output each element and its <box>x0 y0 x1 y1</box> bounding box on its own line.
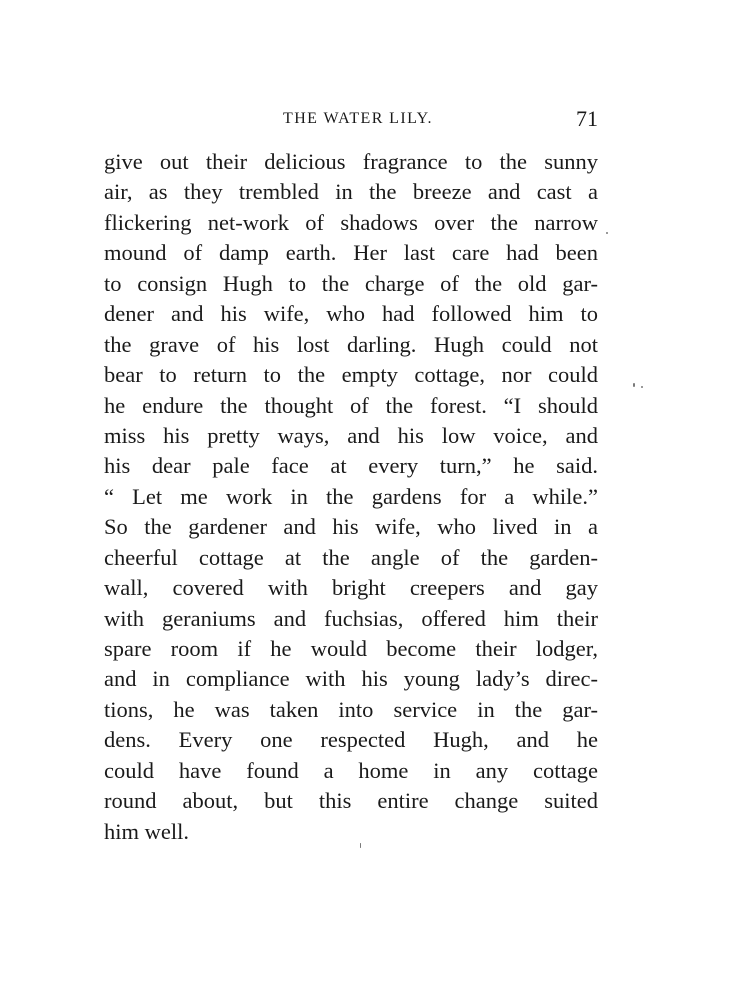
text-line: cheerful cottage at the angle of the garden- <box>104 544 598 570</box>
running-head <box>104 108 598 138</box>
page-speck <box>606 232 608 234</box>
text-line: with geraniums and fuchsias, offered him their <box>104 605 598 631</box>
text-line: flickering net-work of shadows over the narrow <box>104 209 598 235</box>
text-line: the grave of his lost darling. Hugh could not <box>104 331 598 357</box>
page-speck <box>633 383 635 387</box>
text-line: air, as they trembled in the breeze and cast a <box>104 179 598 205</box>
body-text <box>104 147 598 847</box>
text-line: tions, he was taken into service in the gar- <box>104 696 598 722</box>
text-line: spare room if he would become their lodger, <box>104 636 598 661</box>
text-line: “ Let me work in the gardens for a while.” <box>104 483 598 509</box>
page-speck <box>360 843 361 848</box>
page-number: 71 <box>576 106 598 131</box>
text-line: he endure the thought of the forest. “I should <box>104 392 598 418</box>
text-line: give out their delicious fragrance to the sunny <box>104 149 598 174</box>
text-line: round about, but this entire change suited <box>104 788 598 814</box>
text-line: miss his pretty ways, and his low voice, and <box>104 422 598 448</box>
text-line: dens. Every one respected Hugh, and he <box>104 727 598 753</box>
text-line: So the gardener and his wife, who lived in a <box>104 514 598 540</box>
text-line: his dear pale face at every turn,” he said. <box>104 453 598 479</box>
text-line: mound of damp earth. Her last care had been <box>104 240 598 266</box>
text-line: wall, covered with bright creepers and gay <box>104 575 598 601</box>
text-line-last: him well. <box>104 818 189 844</box>
text-line: could have found a home in any cottage <box>104 757 598 783</box>
running-title: THE WATER LILY. <box>283 110 433 127</box>
page-speck <box>641 386 643 388</box>
text-line: dener and his wife, who had followed him to <box>104 301 598 327</box>
text-line: and in compliance with his young lady’s direc- <box>104 666 598 692</box>
text-line: bear to return to the empty cottage, nor could <box>104 362 598 388</box>
text-line: to consign Hugh to the charge of the old gar- <box>104 270 598 296</box>
